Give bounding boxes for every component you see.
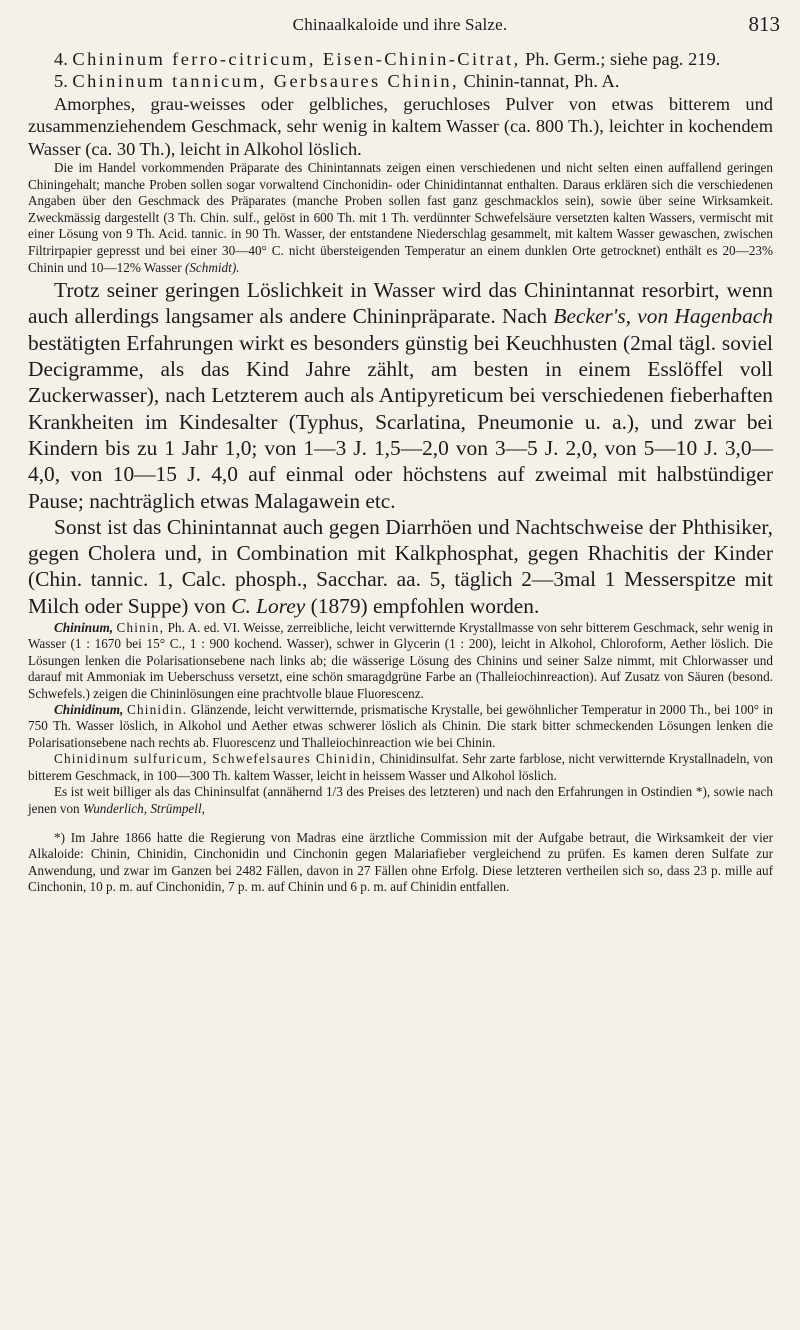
running-head <box>0 12 800 42</box>
entry-5-title: Chininum tannicum, Gerbsaures Chinin, <box>72 71 459 92</box>
tannate-note-author: (Schmidt). <box>184 259 240 275</box>
entry-5-number: 5. <box>54 71 68 92</box>
entry-4-text: Ph. Germ.; siehe pag. 219. <box>525 49 721 69</box>
page-body <box>28 48 773 896</box>
chinidinum-entry <box>28 702 773 751</box>
chinidinum-sulfuricum-text: Chinidinsulfat. Sehr zarte farblose, nicht verwitternde Krystallnadeln, von bitterem Geschmack, in 100—300 Th. kaltem Wasser, leicht in heissem Wasser und Alkohol löslich. <box>28 751 774 783</box>
therapy-text-continued: bestätigten Erfahrungen wirkt es besonders günstig bei Keuchhusten (2mal tägl. soviel Decigramme, als das Kind Jahre zählt, am besten in einem Esslöffel voll Zuckerwasser), nach Letzterem auch als Antipyreticum bei verschiedenen fieberhaften Krankheiten im Kindesalter (Typhus, Scarlatina, Pneumonie u. a.), und zwar bei Kindern bis zu 1 Jahr 1,0; von 1—3 J. 1,5—2,0 von 3—5 J. 2,0, von 5—10 J. 3,0—4,0, von 10—15 J. 4,0 auf einmal oder höchstens auf zweimal mit halbstündiger Pause; nachträglich etwas Malagawein etc. <box>28 330 773 513</box>
chinidinum-sulfuricum-entry <box>28 751 773 784</box>
entry-5-text: Chinin-tannat, Ph. A. <box>463 71 620 92</box>
other-uses-text: Sonst ist das Chinintannat auch gegen Diarrhöen und Nachtschweise der Phthisiker, gegen Cholera und, in Combination mit Kalkphosphat, gegen Rhachitis der Kinder (Chin. tannic. 1, Calc. phosph., Sacchar. aa. 5, täglich 2—3mal 1 Messerspitze mit Milch oder Suppe) von <box>28 514 773 618</box>
footnote: *) Im Jahre 1866 hatte die Regierung von Madras eine ärztliche Commission mit der Aufgabe betraut, die Wirksamkeit der vier Alkaloide: Chinin, Chinidin, Cinchonidin und Cinchonin gegen Malariafieber vergleichend zu prüfen. Es kamen deren Sulfate zur Anwendung, und zwar im Ganzen bei 2482 Fällen, davon in 27 Fällen ohne Erfolg. Diese letzteren vertheilen sich so, dass 23 p. mille auf Cinchonin, 10 p. m. auf Cinchonidin, 7 p. m. auf Chinin und 6 p. m. auf Chinidin entfallen. <box>28 829 773 895</box>
other-uses-author: C. Lorey <box>231 593 306 618</box>
therapy-text: Trotz seiner geringen Löslichkeit in Wasser wird das Chinintannat resorbirt, wenn auch allerdings langsamer als andere Chininpräparate. Nach <box>28 278 773 329</box>
price-text: Es ist weit billiger als das Chininsulfat (annähernd 1/3 des Preises des letzteren) und nach den Erfahrungen in Ostindien *), sowie nach jenen von <box>28 784 773 816</box>
chininum-entry <box>28 620 773 702</box>
entry-5-description: Amorphes, grau-weisses oder gelbliches, geruchloses Pulver von etwas bitterem und zusammenziehendem Geschmack, sehr wenig in kaltem Wasser (ca. 800 Th.), leichter in kochendem Wasser (ca. 30 Th.), leicht in Alkohol löslich. <box>28 93 773 159</box>
page-number: 813 <box>748 12 780 36</box>
tannate-therapy-paragraph <box>28 277 773 514</box>
chinidinum-text: Glänzende, leicht verwitternde, prismatische Krystalle, bei gewöhnlicher Temperatur in 2000 Th., bei 100° in 750 Th. Wasser löslich, in Alkohol und Aether etwas schwerer löslich als Chinin. Die stark bitter schmeckenden Lösungen lenken die Polarisationsebene nach rechts ab. Fluorescenz und Thalleiochinreaction wie bei Chinin. <box>28 702 774 750</box>
chinidinum-heading: Chinidinum, <box>54 702 124 718</box>
tannate-note <box>28 160 773 276</box>
chinidinum-name: Chinidin. <box>126 702 188 718</box>
other-uses-text-continued: (1879) empfohlen worden. <box>310 593 540 618</box>
entry-4 <box>28 48 773 70</box>
running-title: Chinaalkaloide und ihre Salze. <box>292 15 508 34</box>
tannate-other-uses-paragraph <box>28 514 773 619</box>
entry-4-title: Chininum ferro-citricum, Eisen-Chinin-Citrat, <box>72 49 521 69</box>
entry-4-number: 4. <box>54 49 68 69</box>
chininum-text: Ph. A. ed. VI. Weisse, zerreibliche, leicht verwitternde Krystallmasse von sehr bitterem Geschmack, sehr wenig in Wasser (1 : 1670 bei 15° C., 1 : 900 kochend. Wasser), schwer in Glycerin (1 : 200), leicht in Alkohol, Chloroform, Aether löslich. Die Lösungen lenken die Polarisationsebene nach links ab; die wässerige Lösung des Chinins und seiner Salze nimmt, mit Chlorwasser und darauf mit Ammoniak im Ueberschuss versetzt, eine schön smaragdgrüne Farbe an (Thalleiochinreaction). Auf Zusatz von Säuren (besond. Schwefels.) zeigen die Chininlösungen eine prachtvolle blaue Fluorescenz. <box>28 620 774 701</box>
entry-5 <box>28 70 773 92</box>
tannate-note-text: Die im Handel vorkommenden Präparate des Chinintannats zeigen einen verschiedenen und nicht selten einen auffallend geringen Chiningehalt; manche Proben sollen sogar vorwaltend Cinchonidin- oder Chinidintannat enthalten. Daraus erklären sich die verschiedenen Angaben über den Geschmack des Präparates (manche Proben sollen fast ganz geschmacklos sein), sowie über seine Wirksamkeit. Zweckmässig dargestellt (3 Th. Chin. sulf., gelöst in 600 Th. mit 1 Th. verdünnter Schwefelsäure versetzten kalten Wassers, vermischt mit einer Lösung von 9 Th. Acid. tannic. in 90 Th. Wasser, der entstandene Niederschlag gesammelt, mit kaltem Wasser gewaschen, zwischen Filtrirpapier gepresst und bei einer 30—40° C. nicht übersteigenden Temperatur an einem dunklen Orte getrocknet) enthält es 20—23% Chinin und 10—12% Wasser <box>28 160 773 275</box>
chinidinum-sulfuricum-name: Chinidinum sulfuricum, Schwefelsaures Chinidin, <box>54 751 377 767</box>
therapy-authors: Becker's, von Hagenbach <box>553 304 773 329</box>
chininum-name: Chinin, <box>116 620 165 636</box>
price-authors: Wunderlich, Strümpell, <box>82 800 205 816</box>
chininum-heading: Chininum, <box>54 620 114 636</box>
chinidinum-price-paragraph <box>28 784 773 817</box>
